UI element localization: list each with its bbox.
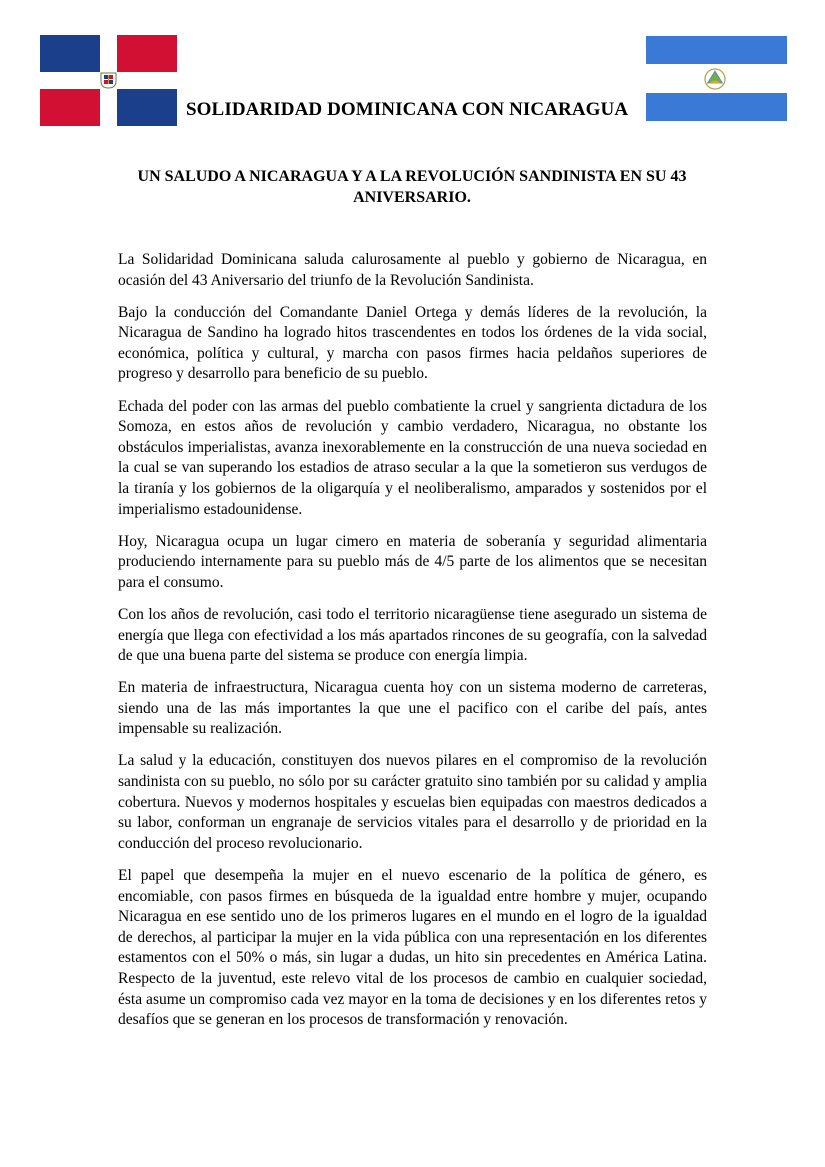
flag-quadrant-bottom-right [117,89,177,126]
paragraph: La Solidaridad Dominicana saluda calurosamente al pueblo y gobierno de Nicaragua, en ocasión del 43 Aniversario del triunfo de la Revolución Sandinista. [118,251,707,289]
paragraph: El papel que desempeña la mujer en el nuevo escenario de la política de género, es encomiable, con pasos firmes en búsqueda de la igualdad entre hombre y mujer, ocupando Nicaragua en ese sentido uno de los primeros lugares en el mundo en el logro de la igualdad de derechos, al participar la mujer en la vida pública con una representación en los diferentes estamentos con el 50% o más, sin lugar a dudas, un hito sin precedentes en América Latina. Respecto de la juventud, este relevo vital de los procesos de cambio en cualquier sociedad, ésta asume un compromiso cada vez mayor en la toma de decisiones y en los diferentes retos y desafíos que se generan en los procesos de transformación y renovación. [118,866,707,1029]
paragraph: Con los años de revolución, casi todo el territorio nicaragüense tiene asegurado un sistema de energía que llega con efectividad a los más apartados rincones de su geografía, con la salvedad de que una buena parte del sistema se produce con energía limpia. [118,605,707,665]
flag-quadrant-top-left [40,35,100,72]
nicaragua-flag [646,36,787,121]
flag-stripe-top [646,36,787,64]
paragraph: Bajo la conducción del Comandante Daniel Ortega y demás líderes de la revolución, la Nicaragua de Sandino ha logrado hitos trascendentes en todos los órdenes de la vida social, económica, política y cultural, y marcha con pasos firmes hacia peldaños superiores de progreso y desarrollo para beneficio de su pueblo. [118,303,707,383]
dominican-republic-flag [40,35,177,126]
coat-of-arms-icon [101,73,116,88]
organization-title: SOLIDARIDAD DOMINICANA CON NICARAGUA [186,99,629,120]
document-body [118,250,707,1042]
paragraph: Echada del poder con las armas del pueblo combatiente la cruel y sangrienta dictadura de los Somoza, en estos años de revolución y cambio verdadero, Nicaragua, no obstante los obstáculos imperialistas, avanza inexorablemente en la construcción de una nueva sociedad en la cual se van superando los estadios de atraso secular a la que la sometieron sus verdugos de la tiranía y los gobiernos de la oligarquía y el neoliberalismo, amparados y sostenidos por el imperialismo estadounidense. [118,397,707,518]
document-headline: UN SALUDO A NICARAGUA Y A LA REVOLUCIÓN SANDINISTA EN SU 43 ANIVERSARIO. [137,168,687,206]
paragraph: Hoy, Nicaragua ocupa un lugar cimero en materia de soberanía y seguridad alimentaria produciendo internamente para su pueblo más de 4/5 parte de los alimentos que se necesitan para el consumo. [118,532,707,591]
paragraph: La salud y la educación, constituyen dos nuevos pilares en el compromiso de la revolución sandinista con su pueblo, no sólo por su carácter gratuito sino también por su calidad y amplia cobertura. Nuevos y modernos hospitales y escuelas bien equipadas con maestros dedicados a su labor, conforman un engranaje de servicios vitales para el desarrollo y de prioridad en la conducción del proceso revolucionario. [118,752,707,852]
paragraph: En materia de infraestructura, Nicaragua cuenta hoy con un sistema moderno de carreteras, siendo una de las más importantes la que une el pacifico con el caribe del país, antes impensable su realización. [118,679,707,738]
flag-stripe-bottom [646,93,787,121]
flag-quadrant-bottom-left [40,89,100,126]
flag-quadrant-top-right [117,35,177,72]
